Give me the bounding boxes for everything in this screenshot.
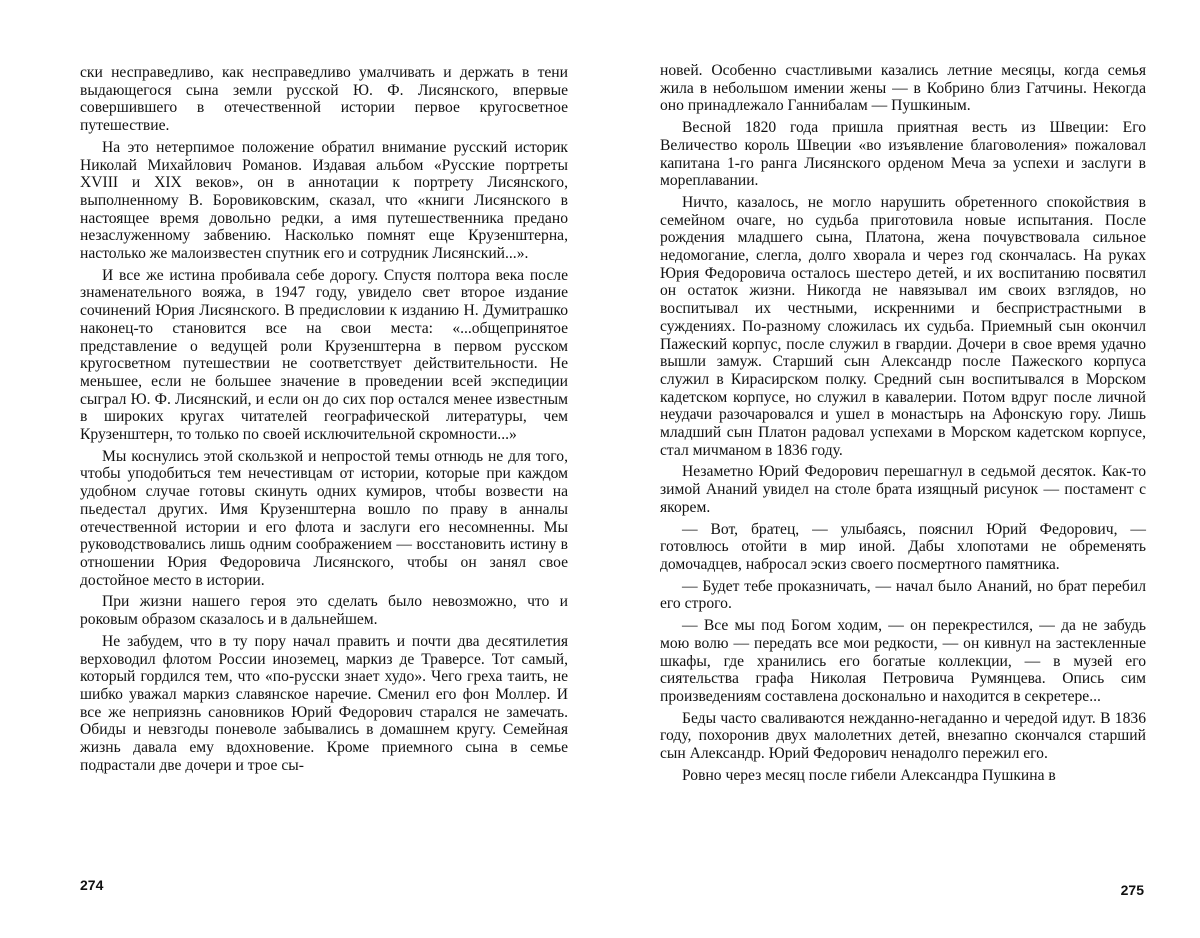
right-page-text: [660, 62, 1146, 788]
left-page-text: [80, 64, 568, 778]
paragraph: И все же истина пробивала себе дорогу. Спустя полтора века после знаменательного вояжа, в 1947 году, увидело свет второе издание сочинений Юрия Лисянского. В предисловии к изданию Н. Думитрашко наконец-то становится все на свои места: «...общепринятое представление о ведущей роли Крузенштерна в первом русском кругосветном путешествии не соответствует действительности. Не меньшее, если не большее значение в проведении всей экспедиции сыграл Ю. Ф. Лисянский, и если он до сих пор остался менее известным в широких кругах читателей географической литературы, чем Крузенштерн, то только по своей исключительной скромности...»: [80, 266, 568, 444]
paragraph: Незаметно Юрий Федорович перешагнул в седьмой десяток. Как-то зимой Ананий увидел на столе брата изящный рисунок — постамент с якорем.: [660, 463, 1146, 516]
paragraph: — Будет тебе проказничать, — начал было Ананий, но брат перебил его строго.: [660, 577, 1146, 613]
paragraph: ски несправедливо, как несправедливо умалчивать и держать в тени выдающегося сына земли русской Ю. Ф. Лисянского, впервые совершившего в отечественной истории первое кругосветное путешествие.: [80, 64, 568, 135]
page-number: 274: [80, 877, 104, 893]
left-page: [60, 0, 580, 938]
paragraph: Не забудем, что в ту пору начал править и почти два десятилетия верховодил флотом России иноземец, маркиз де Траверсе. Тот самый, который гордился тем, что «по-русски знает худо». Чего греха таить, не шибко уважал маркиз славянское наречие. Сменил его фон Моллер. И все же неприязнь сановников Юрий Федорович старался не замечать. Обиды и невзгоды поневоле забывались в домашнем кругу. Семейная жизнь давала ему вдохновение. Кроме приемного сына в семье подрастали две дочери и трое сы-: [80, 632, 568, 774]
paragraph: Ровно через месяц после гибели Александра Пушкина в: [682, 766, 1056, 784]
paragraph: Мы коснулись этой скользкой и непростой темы отнюдь не для того, чтобы уподобиться тем нечестивцам от истории, которые при каждом удобном случае готовы скинуть одних кумиров, чтобы возвести на пьедестал других. Имя Крузенштерна вошло по праву в анналы отечественной истории и его флота и заслуги его несомненны. Мы руководствовались лишь одним соображением — восстановить истину в отношении Юрия Федоровича Лисянского, чтобы он занял свое достойное место в истории.: [80, 447, 568, 589]
paragraph: — Вот, братец, — улыбаясь, пояснил Юрий Федорович, — готовлюсь отойти в мир иной. Дабы хлопотами не обременять домочадцев, набросал эскиз своего посмертного памятника.: [660, 520, 1146, 573]
paragraph: Весной 1820 года пришла приятная весть из Швеции: Его Величество король Швеции «во изъявление благоволения» пожаловал капитана 1-го ранга Лисянского орденом Меча за успехи и заслуги в мореплавании.: [660, 119, 1146, 190]
paragraph: новей. Особенно счастливыми казались летние месяцы, когда семья жила в небольшом имении жены — в Кобрино близ Гатчины. Некогда оно принадлежало Ганнибалам — Пушкиным.: [660, 62, 1146, 115]
paragraph: На это нетерпимое положение обратил внимание русский историк Николай Михайлович Романов. Издавая альбом «Русские портреты XVIII и XIX веков», он в аннотации к портрету Лисянского, выполненному В. Боровиковским, сказал, что «книги Лисянского в настоящее время довольно редки, а имя путешественника предано незаслуженному забвению. Насколько помнят еще Крузенштерна, настолько же малоизвестен спутник его и сотрудник Лисянский...».: [80, 138, 568, 263]
page-number: 275: [1120, 882, 1144, 898]
paragraph: При жизни нашего героя это сделать было невозможно, что и роковым образом сказалось и в дальнейшем.: [80, 593, 568, 629]
paragraph: Ничто, казалось, не могло нарушить обретенного спокойствия в семейном очаге, но судьба приготовила новые испытания. После рождения младшего сына, Платона, жена почувствовала сильное недомогание, слегла, долго хворала и через год скончалась. На руках Юрия Федоровича осталось шестеро детей, и их воспитанию посвятил он остаток жизни. Никогда не навязывал им своих взглядов, но воспитывал их честными, искренними и беспристрастными в суждениях. По-разному сложилась их судьба. Приемный сын окончил Пажеский корпус, после служил в гвардии. Дочери в свое время удачно вышли замуж. Старший сын Александр после Пажеского корпуса служил в Кирасирском полку. Средний сын воспитывался в Морском кадетском корпусе, но служил в кавалерии. Потом вдруг после личной неудачи разочаровался и ушел в монастырь на Афонскую гору. Лишь младший сын Платон радовал успехами в Морском кадетском корпусе, стал мичманом в 1836 году.: [660, 193, 1146, 459]
right-page: [640, 0, 1158, 938]
paragraph: Беды часто сваливаются нежданно-негаданно и чередой идут. В 1836 году, похоронив двух малолетних детей, внезапно скончался старший сын Александр. Юрий Федорович ненадолго пережил его.: [660, 709, 1146, 763]
paragraph: — Все мы под Богом ходим, — он перекрестился, — да не забудь мою волю — передать все мои редкости, — он кивнул на застекленные шкафы, где хранились его богатые коллекции, — в музей его сиятельства графа Николая Петровича Румянцева. Опись сим произведениям составлена досконально и находится в секретере...: [660, 617, 1146, 705]
